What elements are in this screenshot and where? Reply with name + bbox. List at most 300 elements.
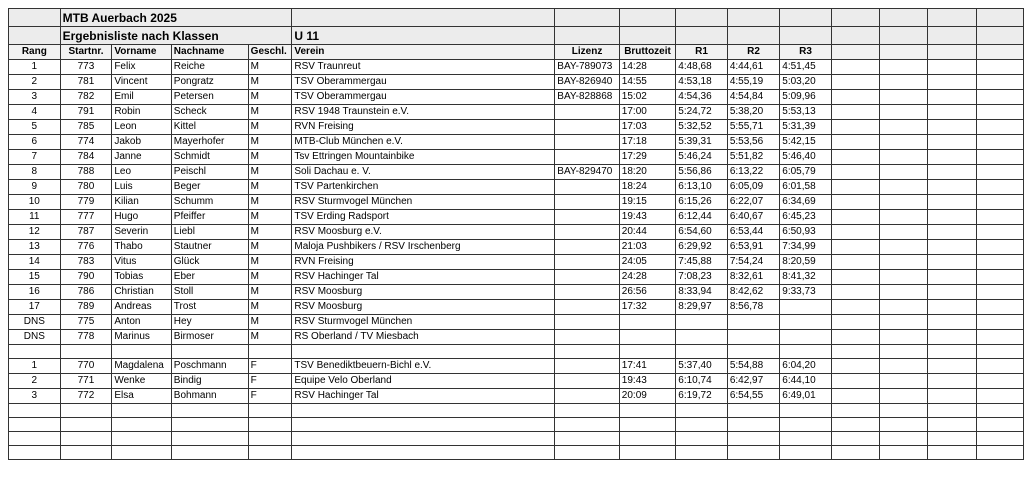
empty-cell [831, 345, 879, 359]
cell-rang [9, 432, 61, 446]
cell-verein: RVN Freising [292, 120, 555, 135]
cell-geschl: F [248, 389, 292, 404]
cell-lizenz [555, 389, 620, 404]
empty-cell [928, 270, 976, 285]
empty-cell [831, 240, 879, 255]
empty-cell [976, 27, 1023, 45]
cell-bruttozeit: 18:20 [619, 165, 675, 180]
empty-cell [928, 240, 976, 255]
cell-bruttozeit [619, 432, 675, 446]
cell-rang: 10 [9, 195, 61, 210]
empty-cell [831, 389, 879, 404]
empty-cell [880, 105, 928, 120]
empty-cell [928, 105, 976, 120]
header-rang: Rang [9, 45, 61, 60]
results-body [9, 9, 1024, 460]
cell-bruttozeit: 26:56 [619, 285, 675, 300]
cell-vorname [112, 418, 171, 432]
cell-bruttozeit: 17:18 [619, 135, 675, 150]
empty-cell [976, 45, 1023, 60]
empty-cell [928, 90, 976, 105]
cell-startnr: 775 [60, 315, 112, 330]
cell-r3 [780, 446, 832, 460]
empty-cell [928, 432, 976, 446]
cell-nachname [171, 432, 248, 446]
empty-cell [676, 9, 728, 27]
header-vorname: Vorname [112, 45, 171, 60]
cell-bruttozeit: 21:03 [619, 240, 675, 255]
empty-cell [928, 359, 976, 374]
cell-vorname: Kilian [112, 195, 171, 210]
table-row [9, 330, 1024, 345]
table-row [9, 120, 1024, 135]
empty-cell [928, 120, 976, 135]
cell-geschl [248, 446, 292, 460]
empty-cell [831, 135, 879, 150]
empty-cell [928, 225, 976, 240]
empty-cell [727, 9, 779, 27]
cell-startnr: 788 [60, 165, 112, 180]
cell-nachname: Eber [171, 270, 248, 285]
cell-startnr [60, 446, 112, 460]
cell-geschl: M [248, 210, 292, 225]
cell-r2 [727, 404, 779, 418]
cell-nachname [171, 446, 248, 460]
cell-verein: RSV Moosburg [292, 285, 555, 300]
cell-rang: 4 [9, 105, 61, 120]
empty-cell [928, 330, 976, 345]
empty-cell [831, 150, 879, 165]
empty-cell [976, 105, 1023, 120]
cell-r3: 5:46,40 [780, 150, 832, 165]
cell-verein: Maloja Pushbikers / RSV Irschenberg [292, 240, 555, 255]
empty-cell [676, 27, 728, 45]
empty-cell [928, 165, 976, 180]
cell-verein: RSV Sturmvogel München [292, 315, 555, 330]
cell-nachname: Stoll [171, 285, 248, 300]
cell-startnr: 776 [60, 240, 112, 255]
cell-r2: 6:40,67 [727, 210, 779, 225]
cell-nachname: Petersen [171, 90, 248, 105]
cell-startnr [60, 404, 112, 418]
cell-nachname: Reiche [171, 60, 248, 75]
cell-geschl: M [248, 330, 292, 345]
cell-rang: 11 [9, 210, 61, 225]
empty-cell [831, 60, 879, 75]
cell-startnr: 791 [60, 105, 112, 120]
empty-cell [831, 90, 879, 105]
event-title: MTB Auerbach 2025 [60, 9, 292, 27]
title-row [9, 9, 1024, 27]
cell-r1 [676, 345, 728, 359]
cell-r1 [676, 315, 728, 330]
cell-bruttozeit: 14:28 [619, 60, 675, 75]
cell-r3 [780, 345, 832, 359]
cell-verein: RSV Hachinger Tal [292, 389, 555, 404]
cell-r1: 4:53,18 [676, 75, 728, 90]
cell-r2: 4:54,84 [727, 90, 779, 105]
cell-r3 [780, 418, 832, 432]
empty-cell [880, 330, 928, 345]
cell-r3 [780, 315, 832, 330]
empty-cell [555, 27, 620, 45]
empty-cell [831, 105, 879, 120]
cell-r1: 5:24,72 [676, 105, 728, 120]
cell-verein: Tsv Ettringen Mountainbike [292, 150, 555, 165]
cell-startnr: 771 [60, 374, 112, 389]
cell-nachname: Bohmann [171, 389, 248, 404]
empty-cell [831, 255, 879, 270]
empty-cell [780, 27, 832, 45]
cell-rang [9, 418, 61, 432]
empty-cell [880, 75, 928, 90]
empty-cell [976, 345, 1023, 359]
cell-lizenz [555, 180, 620, 195]
cell-r1: 8:33,94 [676, 285, 728, 300]
empty-cell [976, 75, 1023, 90]
empty-cell [831, 359, 879, 374]
cell-geschl: M [248, 225, 292, 240]
cell-r2: 8:42,62 [727, 285, 779, 300]
empty-cell [880, 135, 928, 150]
cell-r1: 6:54,60 [676, 225, 728, 240]
empty-cell [880, 195, 928, 210]
empty-cell [928, 60, 976, 75]
cell-nachname: Glück [171, 255, 248, 270]
cell-verein [292, 446, 555, 460]
cell-r3: 8:41,32 [780, 270, 832, 285]
empty-cell [928, 210, 976, 225]
empty-cell [928, 45, 976, 60]
empty-cell [880, 240, 928, 255]
cell-r2: 4:55,19 [727, 75, 779, 90]
empty-cell [928, 255, 976, 270]
cell-lizenz [555, 345, 620, 359]
empty-cell [976, 210, 1023, 225]
cell-lizenz [555, 225, 620, 240]
table-row [9, 404, 1024, 418]
empty-cell [619, 9, 675, 27]
cell-r1 [676, 418, 728, 432]
empty-cell [780, 9, 832, 27]
cell-nachname [171, 404, 248, 418]
cell-bruttozeit: 14:55 [619, 75, 675, 90]
table-row [9, 165, 1024, 180]
empty-cell [831, 9, 879, 27]
cell-r2: 5:53,56 [727, 135, 779, 150]
cell-r1: 4:54,36 [676, 90, 728, 105]
cell-geschl: F [248, 359, 292, 374]
cell-geschl: M [248, 120, 292, 135]
cell-r2: 7:54,24 [727, 255, 779, 270]
empty-cell [9, 27, 61, 45]
cell-r2 [727, 330, 779, 345]
cell-nachname: Pfeiffer [171, 210, 248, 225]
table-row [9, 270, 1024, 285]
cell-bruttozeit [619, 345, 675, 359]
cell-startnr: 777 [60, 210, 112, 225]
empty-cell [880, 345, 928, 359]
cell-startnr: 787 [60, 225, 112, 240]
cell-verein: TSV Partenkirchen [292, 180, 555, 195]
empty-cell [880, 9, 928, 27]
cell-nachname: Hey [171, 315, 248, 330]
cell-r2: 6:53,91 [727, 240, 779, 255]
cell-r1: 6:19,72 [676, 389, 728, 404]
cell-bruttozeit: 15:02 [619, 90, 675, 105]
empty-cell [831, 300, 879, 315]
cell-vorname: Vincent [112, 75, 171, 90]
cell-lizenz [555, 105, 620, 120]
cell-startnr: 786 [60, 285, 112, 300]
empty-cell [880, 389, 928, 404]
cell-vorname: Andreas [112, 300, 171, 315]
cell-r2 [727, 315, 779, 330]
empty-cell [831, 270, 879, 285]
empty-cell [880, 432, 928, 446]
cell-nachname: Kittel [171, 120, 248, 135]
cell-startnr: 784 [60, 150, 112, 165]
cell-rang: 2 [9, 374, 61, 389]
cell-vorname: Wenke [112, 374, 171, 389]
empty-cell [928, 195, 976, 210]
cell-rang: 5 [9, 120, 61, 135]
empty-cell [976, 150, 1023, 165]
empty-cell [831, 165, 879, 180]
cell-bruttozeit: 17:03 [619, 120, 675, 135]
cell-geschl: M [248, 285, 292, 300]
empty-cell [976, 330, 1023, 345]
cell-vorname: Robin [112, 105, 171, 120]
cell-rang [9, 345, 61, 359]
table-row [9, 105, 1024, 120]
cell-r3: 5:42,15 [780, 135, 832, 150]
cell-startnr: 780 [60, 180, 112, 195]
cell-verein: RSV Traunreut [292, 60, 555, 75]
cell-vorname: Vitus [112, 255, 171, 270]
empty-cell [831, 418, 879, 432]
cell-r3: 6:49,01 [780, 389, 832, 404]
empty-cell [831, 180, 879, 195]
cell-bruttozeit: 20:09 [619, 389, 675, 404]
cell-lizenz [555, 418, 620, 432]
cell-r1: 7:08,23 [676, 270, 728, 285]
empty-cell [880, 404, 928, 418]
cell-bruttozeit: 24:28 [619, 270, 675, 285]
cell-geschl [248, 404, 292, 418]
table-row [9, 285, 1024, 300]
empty-cell [928, 300, 976, 315]
cell-startnr [60, 345, 112, 359]
table-row [9, 210, 1024, 225]
cell-r1: 5:46,24 [676, 150, 728, 165]
cell-startnr: 772 [60, 389, 112, 404]
cell-bruttozeit: 17:32 [619, 300, 675, 315]
cell-r2: 6:05,09 [727, 180, 779, 195]
cell-rang: 16 [9, 285, 61, 300]
cell-startnr: 783 [60, 255, 112, 270]
cell-r1: 6:29,92 [676, 240, 728, 255]
cell-r1 [676, 432, 728, 446]
empty-cell [880, 60, 928, 75]
cell-vorname: Tobias [112, 270, 171, 285]
empty-cell [831, 27, 879, 45]
table-row [9, 432, 1024, 446]
empty-cell [831, 210, 879, 225]
cell-verein: RSV Moosburg [292, 300, 555, 315]
cell-vorname: Luis [112, 180, 171, 195]
empty-cell [880, 180, 928, 195]
cell-vorname: Felix [112, 60, 171, 75]
cell-r2: 5:51,82 [727, 150, 779, 165]
cell-nachname: Schmidt [171, 150, 248, 165]
cell-vorname: Leon [112, 120, 171, 135]
cell-nachname: Poschmann [171, 359, 248, 374]
cell-r1 [676, 404, 728, 418]
empty-cell [831, 330, 879, 345]
cell-lizenz [555, 150, 620, 165]
table-row [9, 195, 1024, 210]
cell-vorname [112, 432, 171, 446]
cell-rang: 9 [9, 180, 61, 195]
cell-rang: 15 [9, 270, 61, 285]
cell-r2: 5:38,20 [727, 105, 779, 120]
empty-cell [928, 404, 976, 418]
cell-rang: 6 [9, 135, 61, 150]
cell-bruttozeit [619, 315, 675, 330]
cell-bruttozeit [619, 418, 675, 432]
cell-vorname: Leo [112, 165, 171, 180]
cell-geschl [248, 345, 292, 359]
table-row [9, 389, 1024, 404]
cell-geschl: M [248, 135, 292, 150]
results-table [8, 8, 1024, 460]
cell-geschl: F [248, 374, 292, 389]
cell-r3: 5:09,96 [780, 90, 832, 105]
table-row [9, 135, 1024, 150]
cell-lizenz [555, 255, 620, 270]
empty-cell [880, 165, 928, 180]
cell-verein: RS Oberland / TV Miesbach [292, 330, 555, 345]
cell-r3: 6:04,20 [780, 359, 832, 374]
cell-rang: 7 [9, 150, 61, 165]
cell-verein: MTB-Club München e.V. [292, 135, 555, 150]
empty-cell [976, 300, 1023, 315]
cell-bruttozeit: 20:44 [619, 225, 675, 240]
table-row [9, 240, 1024, 255]
header-r3: R3 [780, 45, 832, 60]
cell-r3: 9:33,73 [780, 285, 832, 300]
cell-bruttozeit: 19:15 [619, 195, 675, 210]
cell-verein [292, 345, 555, 359]
cell-rang: DNS [9, 315, 61, 330]
cell-geschl: M [248, 150, 292, 165]
empty-cell [292, 9, 555, 27]
empty-cell [928, 285, 976, 300]
cell-rang: 2 [9, 75, 61, 90]
empty-cell [880, 90, 928, 105]
cell-verein [292, 404, 555, 418]
empty-cell [928, 374, 976, 389]
empty-cell [880, 27, 928, 45]
cell-bruttozeit: 17:41 [619, 359, 675, 374]
cell-vorname [112, 345, 171, 359]
table-row [9, 255, 1024, 270]
table-row [9, 315, 1024, 330]
empty-cell [976, 240, 1023, 255]
header-geschl: Geschl. [248, 45, 292, 60]
cell-rang: 3 [9, 389, 61, 404]
cell-r3: 6:44,10 [780, 374, 832, 389]
cell-r1: 5:56,86 [676, 165, 728, 180]
cell-lizenz [555, 195, 620, 210]
cell-lizenz [555, 404, 620, 418]
empty-cell [555, 9, 620, 27]
cell-lizenz [555, 330, 620, 345]
empty-cell [831, 432, 879, 446]
table-row [9, 374, 1024, 389]
header-r2: R2 [727, 45, 779, 60]
cell-nachname: Pongratz [171, 75, 248, 90]
empty-cell [928, 315, 976, 330]
header-r1: R1 [676, 45, 728, 60]
empty-cell [976, 270, 1023, 285]
cell-vorname [112, 404, 171, 418]
cell-startnr: 790 [60, 270, 112, 285]
cell-bruttozeit: 18:24 [619, 180, 675, 195]
cell-r3: 8:20,59 [780, 255, 832, 270]
cell-geschl: M [248, 240, 292, 255]
empty-cell [976, 180, 1023, 195]
cell-nachname: Schumm [171, 195, 248, 210]
header-bruttozeit: Bruttozeit [619, 45, 675, 60]
empty-cell [727, 27, 779, 45]
empty-cell [976, 225, 1023, 240]
empty-cell [831, 374, 879, 389]
empty-cell [880, 285, 928, 300]
cell-rang: 1 [9, 60, 61, 75]
empty-cell [880, 150, 928, 165]
cell-bruttozeit: 19:43 [619, 210, 675, 225]
cell-lizenz [555, 270, 620, 285]
cell-lizenz [555, 432, 620, 446]
empty-cell [880, 210, 928, 225]
cell-startnr: 785 [60, 120, 112, 135]
cell-lizenz [555, 374, 620, 389]
cell-r1 [676, 446, 728, 460]
empty-cell [976, 374, 1023, 389]
cell-startnr [60, 418, 112, 432]
empty-cell [880, 225, 928, 240]
cell-r1: 6:13,10 [676, 180, 728, 195]
cell-rang: 17 [9, 300, 61, 315]
empty-cell [831, 404, 879, 418]
cell-lizenz [555, 446, 620, 460]
cell-vorname: Marinus [112, 330, 171, 345]
empty-cell [976, 9, 1023, 27]
empty-cell [976, 389, 1023, 404]
cell-r3 [780, 432, 832, 446]
cell-startnr: 789 [60, 300, 112, 315]
empty-cell [9, 9, 61, 27]
cell-r3 [780, 330, 832, 345]
cell-r1: 7:45,88 [676, 255, 728, 270]
cell-verein: RSV Sturmvogel München [292, 195, 555, 210]
cell-r2 [727, 418, 779, 432]
cell-verein [292, 432, 555, 446]
cell-r2 [727, 446, 779, 460]
table-row [9, 418, 1024, 432]
